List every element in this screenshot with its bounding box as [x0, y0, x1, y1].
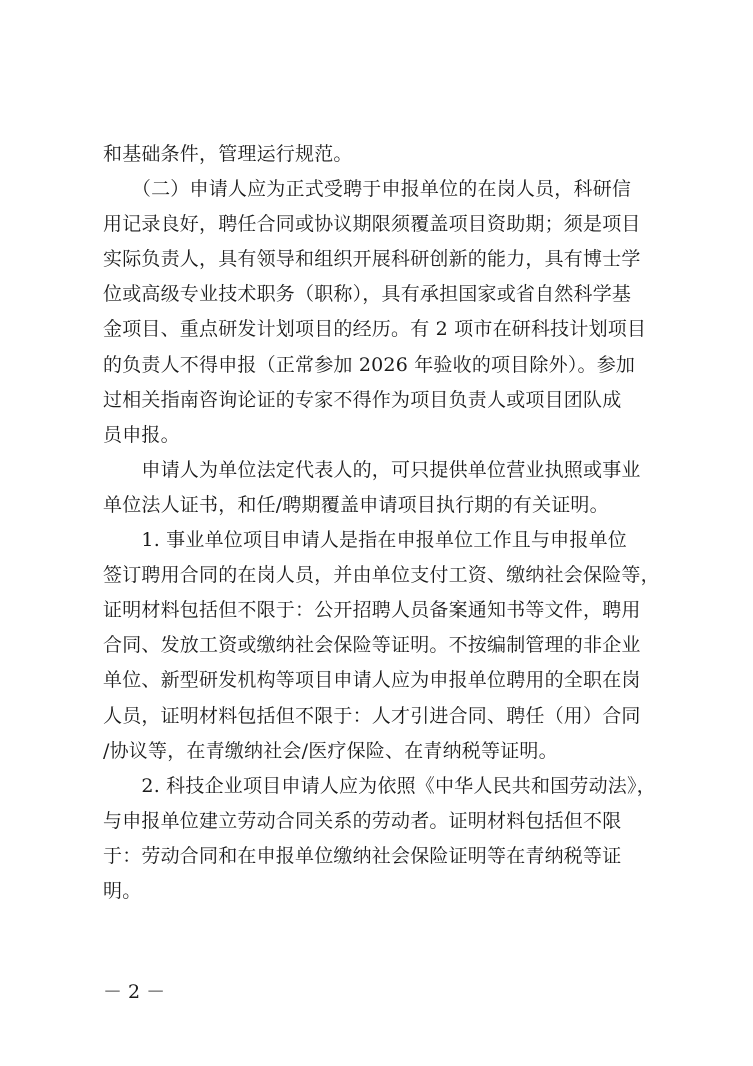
text-line: 1. 事业单位项目申请人是指在申报单位工作且与申报单位 [103, 529, 627, 552]
text-line: 与申报单位建立劳动合同关系的劳动者。证明材料包括但不限 [103, 809, 622, 832]
text-line: 单位法人证书，和任/聘期覆盖申请项目执行期的有关证明。 [103, 493, 609, 516]
text-line: 员申报。 [103, 423, 180, 446]
text-line: 签订聘用合同的在岗人员，并由单位支付工资、缴纳社会保险等， [103, 564, 660, 587]
text-line: 过相关指南咨询论证的专家不得作为项目负责人或项目团队成 [103, 388, 622, 411]
text-line: 实际负责人，具有领导和组织开展科研创新的能力，具有博士学 [103, 248, 641, 271]
text-line: 人员，证明材料包括但不限于：人才引进合同、聘任（用）合同 [103, 704, 641, 727]
text-line: 的负责人不得申报（正常参加 2026 年验收的项目除外）。参加 [103, 353, 636, 376]
text-line: 单位、新型研发机构等项目申请人应为申报单位聘用的全职在岗 [103, 669, 641, 692]
document-body [103, 137, 663, 909]
text-line: 用记录良好，聘任合同或协议期限须覆盖项目资助期；须是项目 [103, 213, 641, 236]
text-line: 于：劳动合同和在申报单位缴纳社会保险证明等在青纳税等证 [103, 844, 622, 867]
text-line: 位或高级专业技术职务（职称），具有承担国家或省自然科学基 [103, 283, 632, 306]
text-line: 明。 [103, 879, 142, 902]
text-line: 和基础条件，管理运行规范。 [103, 143, 353, 165]
text-line: 2. 科技企业项目申请人应为依照《中华人民共和国劳动法》， [103, 774, 656, 797]
page-number: － 2 － [103, 981, 166, 1003]
text-line: /协议等，在青缴纳社会/医疗保险、在青纳税等证明。 [103, 739, 558, 762]
text-line: 证明材料包括但不限于：公开招聘人员备案通知书等文件，聘用 [103, 599, 641, 622]
text-line: （二）申请人应为正式受聘于申报单位的在岗人员，科研信 [103, 178, 632, 201]
text-line: 金项目、重点研发计划项目的经历。有 2 项市在研科技计划项目 [103, 318, 647, 341]
text-line: 申请人为单位法定代表人的，可只提供单位营业执照或事业 [103, 458, 641, 481]
text-line: 合同、发放工资或缴纳社会保险等证明。不按编制管理的非企业 [103, 634, 641, 657]
